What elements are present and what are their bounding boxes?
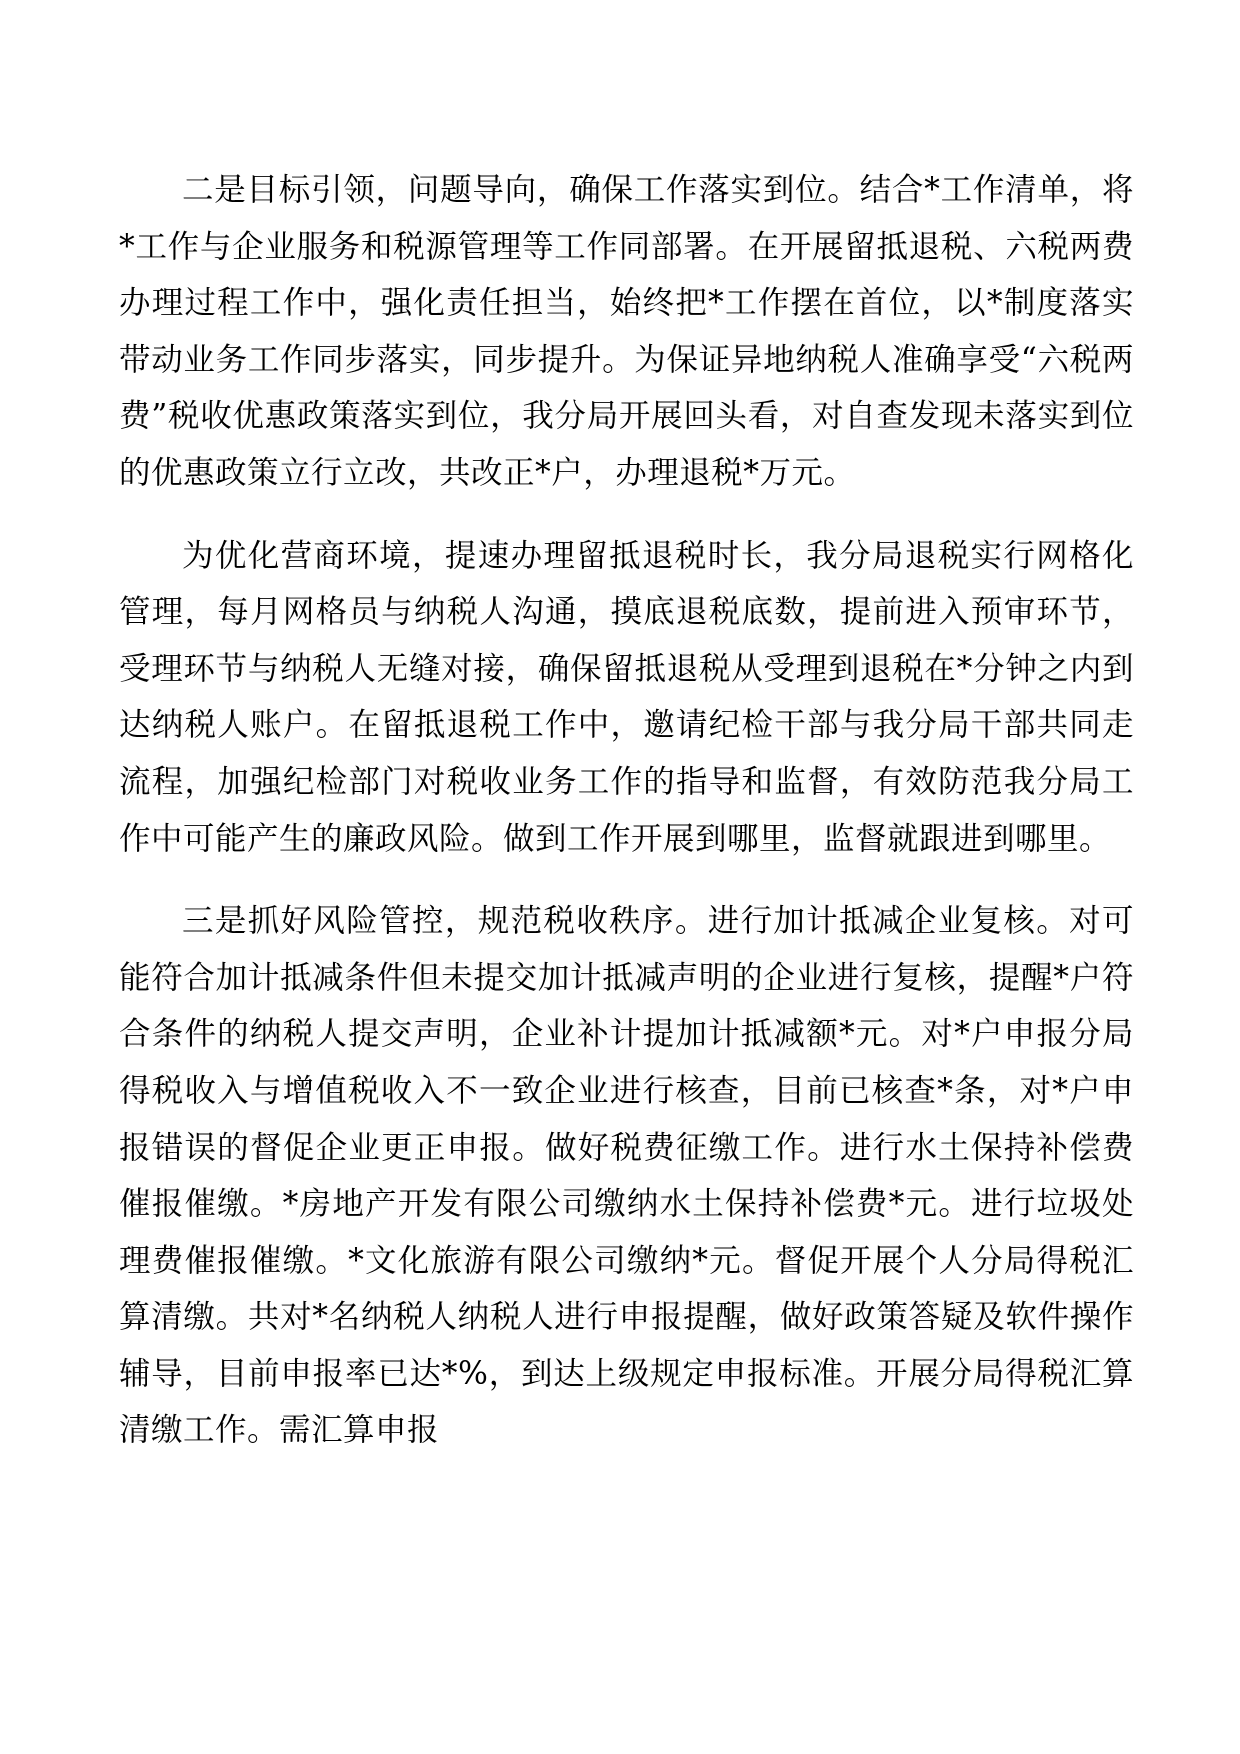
paragraph-business-environment: 为优化营商环境，提速办理留抵退税时长，我分局退税实行网格化管理，每月网格员与纳税人沟通，摸底退税底数，提前进入预审环节，受理环节与纳税人无缝对接，确保留抵退税从受理到退税在*分钟之内到达纳税人账户。在留抵退税工作中，邀请纪检干部与我分局干部共同走流程，加强纪检部门对税收业务工作的指导和监督，有效防范我分局工作中可能产生的廉政风险。做到工作开展到哪里，监督就跟进到哪里。	[119, 537, 1134, 857]
document-body	[119, 162, 1134, 1485]
paragraph-risk-control: 三是抓好风险管控，规范税收秩序。进行加计抵减企业复核。对可能符合加计抵减条件但未提交加计抵减声明的企业进行复核，提醒*户符合条件的纳税人提交声明，企业补计提加计抵减额*元。对*户申报分局得税收入与增值税收入不一致企业进行核查，目前已核查*条，对*户申报错误的督促企业更正申报。做好税费征缴工作。进行水土保持补偿费催报催缴。*房地产开发有限公司缴纳水土保持补偿费*元。进行垃圾处理费催报催缴。*文化旅游有限公司缴纳*元。督促开展个人分局得税汇算清缴。共对*名纳税人纳税人进行申报提醒，做好政策答疑及软件操作辅导，目前申报率已达*%，到达上级规定申报标准。开展分局得税汇算清缴工作。需汇算申报	[119, 903, 1134, 1449]
paragraph-targets: 二是目标引领，问题导向，确保工作落实到位。结合*工作清单，将*工作与企业服务和税源管理等工作同部署。在开展留抵退税、六税两费办理过程工作中，强化责任担当，始终把*工作摆在首位，以*制度落实带动业务工作同步落实，同步提升。为保证异地纳税人准确享受“六税两费”税收优惠政策落实到位，我分局开展回头看，对自查发现未落实到位的优惠政策立行立改，共改正*户，办理退税*万元。	[119, 172, 1134, 491]
